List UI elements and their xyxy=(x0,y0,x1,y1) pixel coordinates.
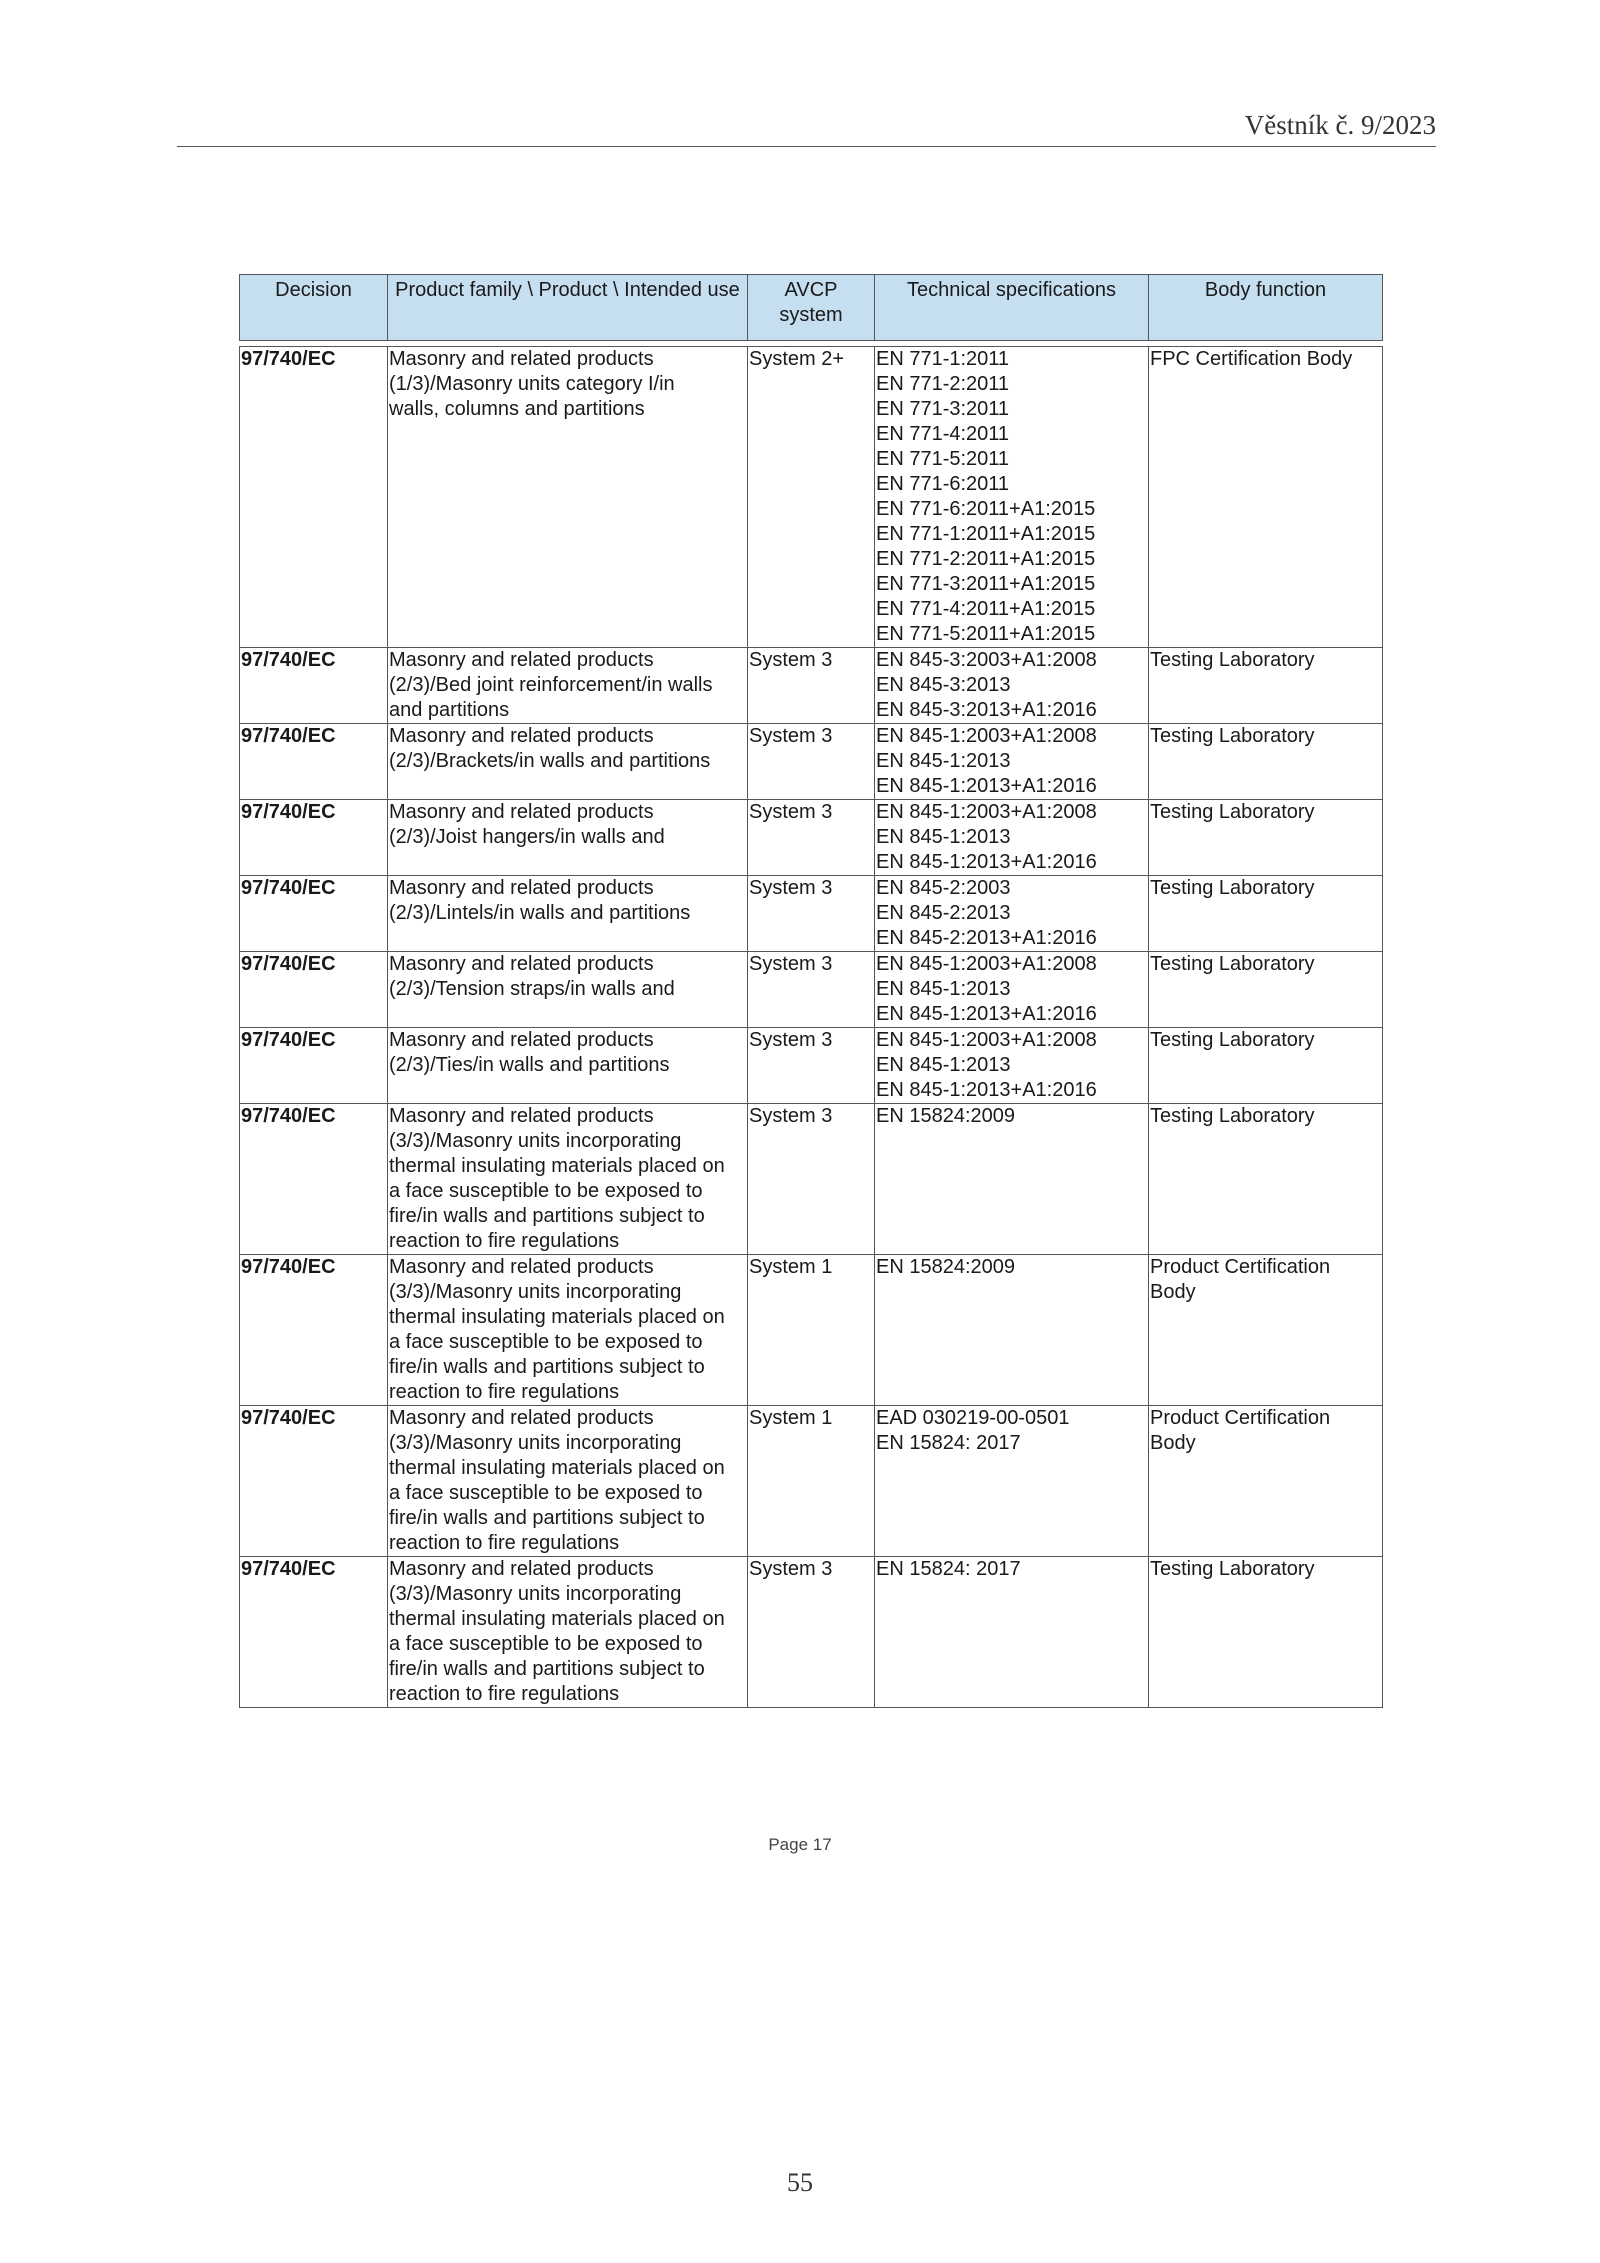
product-cell: Masonry and related products (1/3)/Masonry units category I/in walls, columns and partitions xyxy=(388,347,748,648)
product-cell: Masonry and related products (2/3)/Lintels/in walls and partitions xyxy=(388,876,748,952)
avcp-cell: System 3 xyxy=(748,1557,875,1708)
avcp-cell: System 2+ xyxy=(748,347,875,648)
avcp-cell: System 3 xyxy=(748,1028,875,1104)
table-row xyxy=(240,876,1383,952)
table-row xyxy=(240,1104,1383,1255)
table-row xyxy=(240,800,1383,876)
avcp-cell: System 3 xyxy=(748,1104,875,1255)
page-label: Page 17 xyxy=(768,1835,832,1854)
specs-cell: EN 845-1:2003+A1:2008 EN 845-1:2013 EN 845-1:2013+A1:2016 xyxy=(875,952,1149,1028)
certification-table xyxy=(239,274,1383,1708)
table-row xyxy=(240,1255,1383,1406)
column-header: Product family \ Product \ Intended use xyxy=(388,275,748,341)
decision-cell: 97/740/EC xyxy=(240,952,388,1028)
body-function-cell: Product Certification Body xyxy=(1149,1406,1383,1557)
avcp-cell: System 3 xyxy=(748,952,875,1028)
decision-cell: 97/740/EC xyxy=(240,347,388,648)
specs-cell: EN 15824:2009 xyxy=(875,1104,1149,1255)
body-function-cell: Testing Laboratory xyxy=(1149,1104,1383,1255)
decision-cell: 97/740/EC xyxy=(240,648,388,724)
table-row xyxy=(240,724,1383,800)
body-function-cell: Product Certification Body xyxy=(1149,1255,1383,1406)
specs-cell: EN 15824:2009 xyxy=(875,1255,1149,1406)
product-cell: Masonry and related products (3/3)/Masonry units incorporating thermal insulating materials placed on a face susceptible to be exposed to fire/in walls and partitions subject to reaction to fire regulations xyxy=(388,1255,748,1406)
product-cell: Masonry and related products (2/3)/Joist hangers/in walls and xyxy=(388,800,748,876)
body-function-cell: Testing Laboratory xyxy=(1149,1028,1383,1104)
body-function-cell: Testing Laboratory xyxy=(1149,800,1383,876)
product-cell: Masonry and related products (3/3)/Masonry units incorporating thermal insulating materials placed on a face susceptible to be exposed to fire/in walls and partitions subject to reaction to fire regulations xyxy=(388,1406,748,1557)
specs-cell: EN 845-3:2003+A1:2008 EN 845-3:2013 EN 845-3:2013+A1:2016 xyxy=(875,648,1149,724)
specs-cell: EN 845-1:2003+A1:2008 EN 845-1:2013 EN 845-1:2013+A1:2016 xyxy=(875,724,1149,800)
specs-cell: EN 845-1:2003+A1:2008 EN 845-1:2013 EN 845-1:2013+A1:2016 xyxy=(875,1028,1149,1104)
body-function-cell: Testing Laboratory xyxy=(1149,648,1383,724)
product-cell: Masonry and related products (2/3)/Tension straps/in walls and xyxy=(388,952,748,1028)
decision-cell: 97/740/EC xyxy=(240,1104,388,1255)
product-cell: Masonry and related products (3/3)/Masonry units incorporating thermal insulating materials placed on a face susceptible to be exposed to fire/in walls and partitions subject to reaction to fire regulations xyxy=(388,1557,748,1708)
page-number: 55 xyxy=(787,2168,813,2197)
body-function-cell: Testing Laboratory xyxy=(1149,724,1383,800)
body-function-cell: Testing Laboratory xyxy=(1149,952,1383,1028)
avcp-cell: System 3 xyxy=(748,800,875,876)
table-row xyxy=(240,1406,1383,1557)
table-row xyxy=(240,648,1383,724)
avcp-cell: System 3 xyxy=(748,876,875,952)
specs-cell: EN 15824: 2017 xyxy=(875,1557,1149,1708)
running-header: Věstník č. 9/2023 xyxy=(1244,110,1436,140)
body-function-cell: FPC Certification Body xyxy=(1149,347,1383,648)
specs-cell: EN 845-2:2003 EN 845-2:2013 EN 845-2:2013+A1:2016 xyxy=(875,876,1149,952)
table-row xyxy=(240,952,1383,1028)
specs-cell: EN 771-1:2011 EN 771-2:2011 EN 771-3:2011 EN 771-4:2011 EN 771-5:2011 EN 771-6:2011 EN 771-6:2011+A1:2015 EN 771-1:2011+A1:2015 EN 771-2:2011+A1:2015 EN 771-3:2011+A1:2015 EN 771-4:2011+A1:2015 EN 771-5:2011+A1:2015 xyxy=(875,347,1149,648)
decision-cell: 97/740/EC xyxy=(240,1255,388,1406)
decision-cell: 97/740/EC xyxy=(240,876,388,952)
header-rule xyxy=(177,146,1436,147)
specs-cell: EAD 030219-00-0501 EN 15824: 2017 xyxy=(875,1406,1149,1557)
decision-cell: 97/740/EC xyxy=(240,1406,388,1557)
body-function-cell: Testing Laboratory xyxy=(1149,1557,1383,1708)
table-header-row xyxy=(240,275,1383,341)
column-header: AVCP system xyxy=(748,275,875,341)
table-row xyxy=(240,1028,1383,1104)
specs-cell: EN 845-1:2003+A1:2008 EN 845-1:2013 EN 845-1:2013+A1:2016 xyxy=(875,800,1149,876)
table-body xyxy=(240,347,1383,1708)
table-row xyxy=(240,1557,1383,1708)
table-row xyxy=(240,347,1383,648)
avcp-cell: System 3 xyxy=(748,648,875,724)
decision-cell: 97/740/EC xyxy=(240,1557,388,1708)
avcp-cell: System 1 xyxy=(748,1406,875,1557)
decision-cell: 97/740/EC xyxy=(240,724,388,800)
decision-cell: 97/740/EC xyxy=(240,1028,388,1104)
avcp-cell: System 3 xyxy=(748,724,875,800)
product-cell: Masonry and related products (3/3)/Masonry units incorporating thermal insulating materials placed on a face susceptible to be exposed to fire/in walls and partitions subject to reaction to fire regulations xyxy=(388,1104,748,1255)
column-header: Technical specifications xyxy=(875,275,1149,341)
product-cell: Masonry and related products (2/3)/Ties/in walls and partitions xyxy=(388,1028,748,1104)
body-function-cell: Testing Laboratory xyxy=(1149,876,1383,952)
column-header: Body function xyxy=(1149,275,1383,341)
product-cell: Masonry and related products (2/3)/Brackets/in walls and partitions xyxy=(388,724,748,800)
column-header: Decision xyxy=(240,275,388,341)
decision-cell: 97/740/EC xyxy=(240,800,388,876)
avcp-cell: System 1 xyxy=(748,1255,875,1406)
product-cell: Masonry and related products (2/3)/Bed joint reinforcement/in walls and partitions xyxy=(388,648,748,724)
